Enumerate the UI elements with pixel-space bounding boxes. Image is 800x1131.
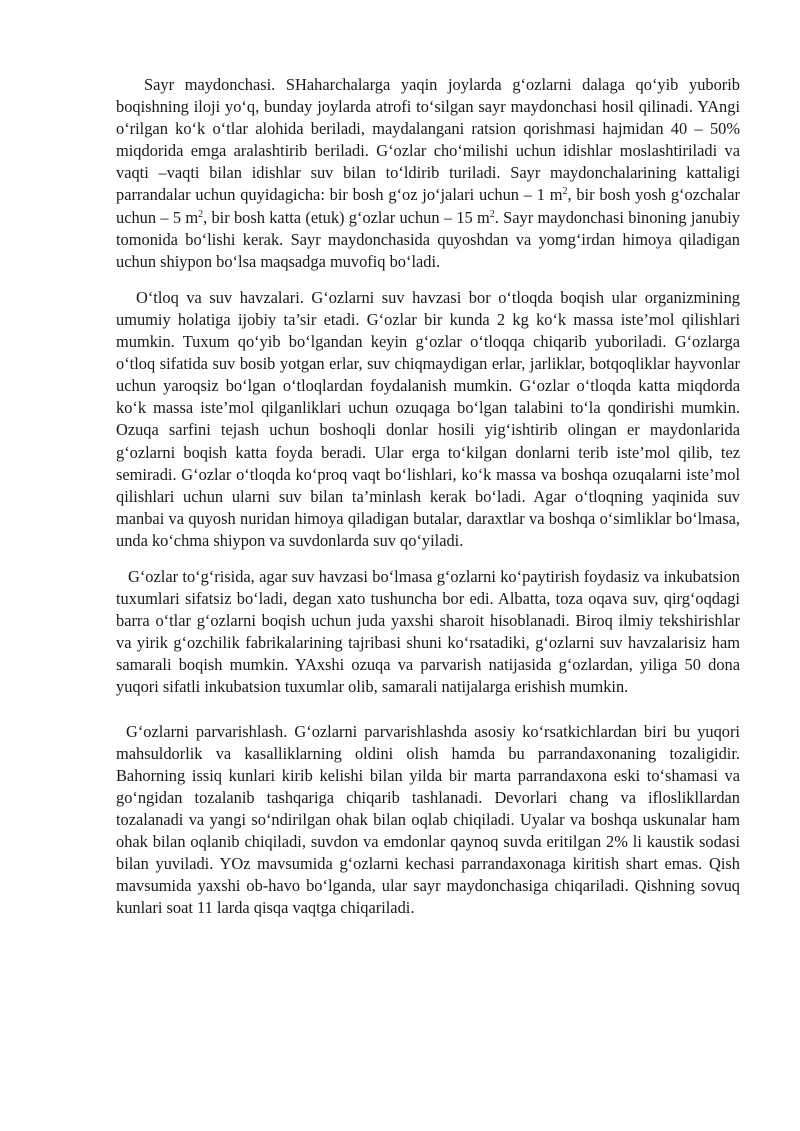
paragraph-parvarishlash: G‘ozlarni parvarishlash. G‘ozlarni parvarishlashda asosiy ko‘rsatkichlardan biri bu yuqori mahsuldorlik va kasalliklarning oldini olish hamda bu parrandaxonaning tozaligidir. Bahorning issiq kunlari kirib kelishi bilan yilda bir marta parrandaxona eski to‘shamasi va go‘ngidan tozalanib tashqariga chiqarib tashlanadi. Devorlari chang va ifloslikllardan tozalanadi va yangi so‘ndirilgan ohak bilan oqlab chiqiladi. Uyalar va boshqa uskunalar ham ohak bilan oqlanib chiqiladi, suvdon va emdonlar qaynoq suvda eritilgan 2% li kaustik sodasi bilan yuviladi. YOz mavsumida g‘ozlarni kechasi parrandaxonaga kiritish shart emas. Qish mavsumida yaxshi ob-havo bo‘lganda, ular sayr maydonchasiga chiqariladi. Qishning sovuq kunlari soat 11 larda qisqa vaqtga chiqariladi. — [116, 721, 740, 918]
superscript: 2 — [562, 186, 568, 198]
paragraph-text: . Sayr maydonchasi binoning janubiy tomonida bo‘lishi kerak. Sayr maydonchasida quyoshdan va yomg‘irdan himoya qiladigan uchun shiypon bo‘lsa maqsadga muvofiq bo‘ladi. — [116, 207, 740, 271]
paragraph-suv-havzasi: G‘ozlar to‘g‘risida, agar suv havzasi bo‘lmasa g‘ozlarni ko‘paytirish foydasiz va inkubatsion tuxumlari sifatsiz bo‘ladi, degan xato tushuncha bor edi. Albatta, toza oqava suv, qirg‘oqdagi barra o‘tlar g‘ozlarni boqish uchun juda yaxshi sharoit hisoblanadi. Biroq ilmiy tekshirishlar va yirik g‘ozchilik fabrikalarining tajribasi shuni ko‘rsatadiki, g‘ozlarni suv havzalarisiz ham samarali boqish mumkin. YAxshi ozuqa va parvarish natijasida g‘ozlardan, yiliga 50 dona yuqori sifatli inkubatsion tuxumlar olib, samarali natijalarga erishish mumkin. — [116, 566, 740, 697]
paragraph-text: , bir bosh yosh g‘ozchalar uchun – 5 m — [116, 185, 740, 227]
superscript: 2 — [489, 208, 495, 220]
paragraph-otloq-suv-havzalari: O‘tloq va suv havzalari. G‘ozlarni suv havzasi bor o‘tloqda boqish ular organizmining umumiy holatiga ijobiy ta’sir etadi. G‘ozlar bir kunda 2 kg ko‘k massa iste’mol qilishlari mumkin. Tuxum qo‘yib bo‘lgandan keyin g‘ozlar o‘tloqqa chiqarib yuboriladi. G‘ozlarga o‘tloq sifatida suv bosib yotgan erlar, suv chiqmaydigan erlar, jarliklar, botqoqliklar hayvonlar uchun yaroqsiz bo‘lgan o‘tloqlardan foydalanish mumkin. G‘ozlar o‘tloqda katta miqdorda ko‘k massa iste’mol qilganliklari uchun ozuqaga bo‘lgan talabini to‘la qondirishi mumkin. Ozuqa sarfini tejash uchun boshoqli donlar hosili yig‘ishtirib olingan er maydonlarida g‘ozlarni boqish katta foyda beradi. Ular erga to‘kilgan donlarni terib iste’mol qilib, tez semiradi. G‘ozlar o‘tloqda ko‘proq vaqt bo‘lishlari, ko‘k massa va boshqa ozuqalarni iste’mol qilishlari uchun ularni suv bilan ta’minlash kerak bo‘ladi. Agar o‘tloqning yaqinida suv manbai va quyosh nuridan himoya qiladigan butalar, daraxtlar va boshqa o‘simliklar bo‘lmasa, unda ko‘chma shiypon va suvdonlarda suv qo‘yiladi. — [116, 287, 740, 550]
superscript: 2 — [198, 208, 204, 220]
paragraph-text: , bir bosh katta (etuk) g‘ozlar uchun – 15 m — [203, 207, 490, 227]
paragraph-sayr-maydonchasi — [116, 74, 740, 273]
paragraph-text: Sayr maydonchasi. SHaharchalarga yaqin joylarda g‘ozlarni dalaga qo‘yib yuborib boqishning iloji yo‘q, bunday joylarda atrofi to‘silgan sayr maydonchasi hosil qilinadi. YAngi o‘rilgan ko‘k o‘tlar alohida beriladi, maydalangani ratsion qorishmasi hajmidan 40 – 50% miqdorida emga aralashtirib beriladi. G‘ozlar cho‘milishi uchun idishlar moslashtiriladi va vaqti –vaqti bilan idishlar suv bilan to‘ldirib turiladi. Sayr maydonchalarining kattaligi parrandalar uchun quyidagicha: bir bosh g‘oz jo‘jalari uchun – 1 m — [116, 75, 740, 205]
document-page — [116, 74, 740, 919]
